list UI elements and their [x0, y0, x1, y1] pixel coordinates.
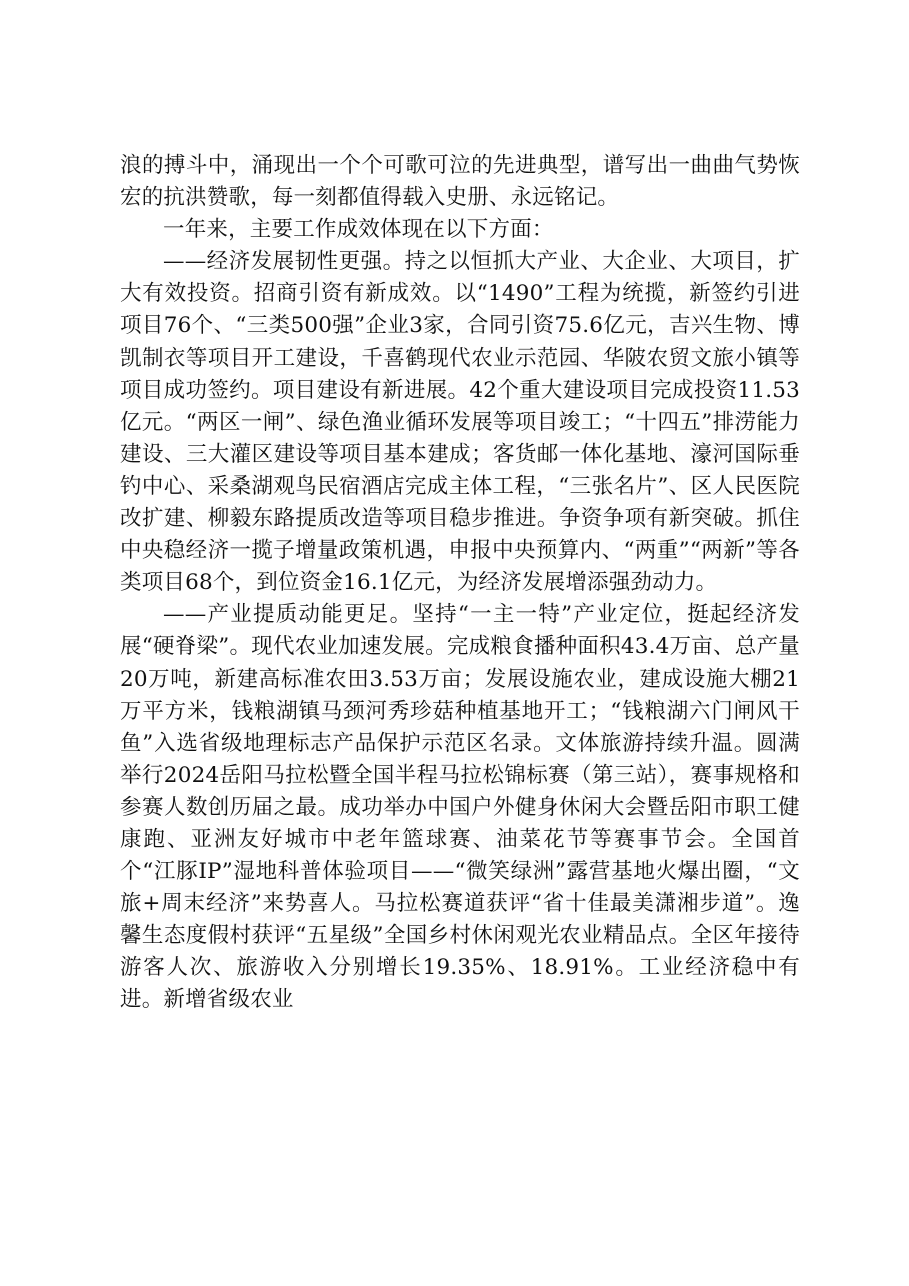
paragraph-economic-development: ——经济发展韧性更强。持之以恒抓大产业、大企业、大项目，扩大有效投资。招商引资有新成效。以“1490”工程为统揽，新签约引进项目76个、“三类500强”企业3家，合同引资75.6亿元，吉兴生物、博凯制衣等项目开工建设，千喜鹤现代农业示范园、华陂农贸文旅小镇等项目成功签约。项目建设有新进展。42个重大建设项目完成投资11.53亿元。“两区一闸”、绿色渔业循环发展等项目竣工；“十四五”排涝能力建设、三大灌区建设等项目基本建成；客货邮一体化基地、濠河国际垂钓中心、采桑湖观鸟民宿酒店完成主体工程，“三张名片”、区人民医院改扩建、柳毅东路提质改造等项目稳步推进。争资争项有新突破。抓住中央稳经济一揽子增量政策机遇，申报中央预算内、“两重”“两新”等各类项目68个，到位资金16.1亿元，为经济发展增添强劲动力。: [120, 249, 800, 596]
paragraph-summary-intro: 一年来，主要工作成效体现在以下方面：: [163, 217, 554, 243]
paragraph-industry-upgrade: ——产业提质动能更足。坚持“一主一特”产业定位，挺起经济发展“硬脊梁”。现代农业加速发展。完成粮食播种面积43.4万亩、总产量20万吨，新建高标准农田3.53万亩；发展设施农业，建成设施大棚21万平方米，钱粮湖镇马颈河秀珍菇种植基地开工；“钱粮湖六门闸风干鱼”入选省级地理标志产品保护示范区名录。文体旅游持续升温。圆满举行2024岳阳马拉松暨全国半程马拉松锦标赛（第三站），赛事规格和参赛人数创历届之最。成功举办中国户外健身休闲大会暨岳阳市职工健康跑、亚洲友好城市中老年篮球赛、油菜花节等赛事节会。全国首个“江豚IP”湿地科普体验项目——“微笑绿洲”露营基地火爆出圈，“文旅+周末经济”来势喜人。马拉松赛道获评“省十佳最美潇湘步道”。逸馨生态度假村获评“五星级”全国乡村休闲观光农业精品点。全区年接待游客人次、旅游收入分别增长19.35%、18.91%。工业经济稳中有进。新增省级农业: [120, 602, 800, 1013]
paragraph-continuation: 浪的搏斗中，涌现出一个个可歌可泣的先进典型，谱写出一曲曲气势恢宏的抗洪赞歌，每一刻都值得载入史册、永远铭记。: [120, 153, 800, 211]
document-body: [120, 150, 800, 1017]
